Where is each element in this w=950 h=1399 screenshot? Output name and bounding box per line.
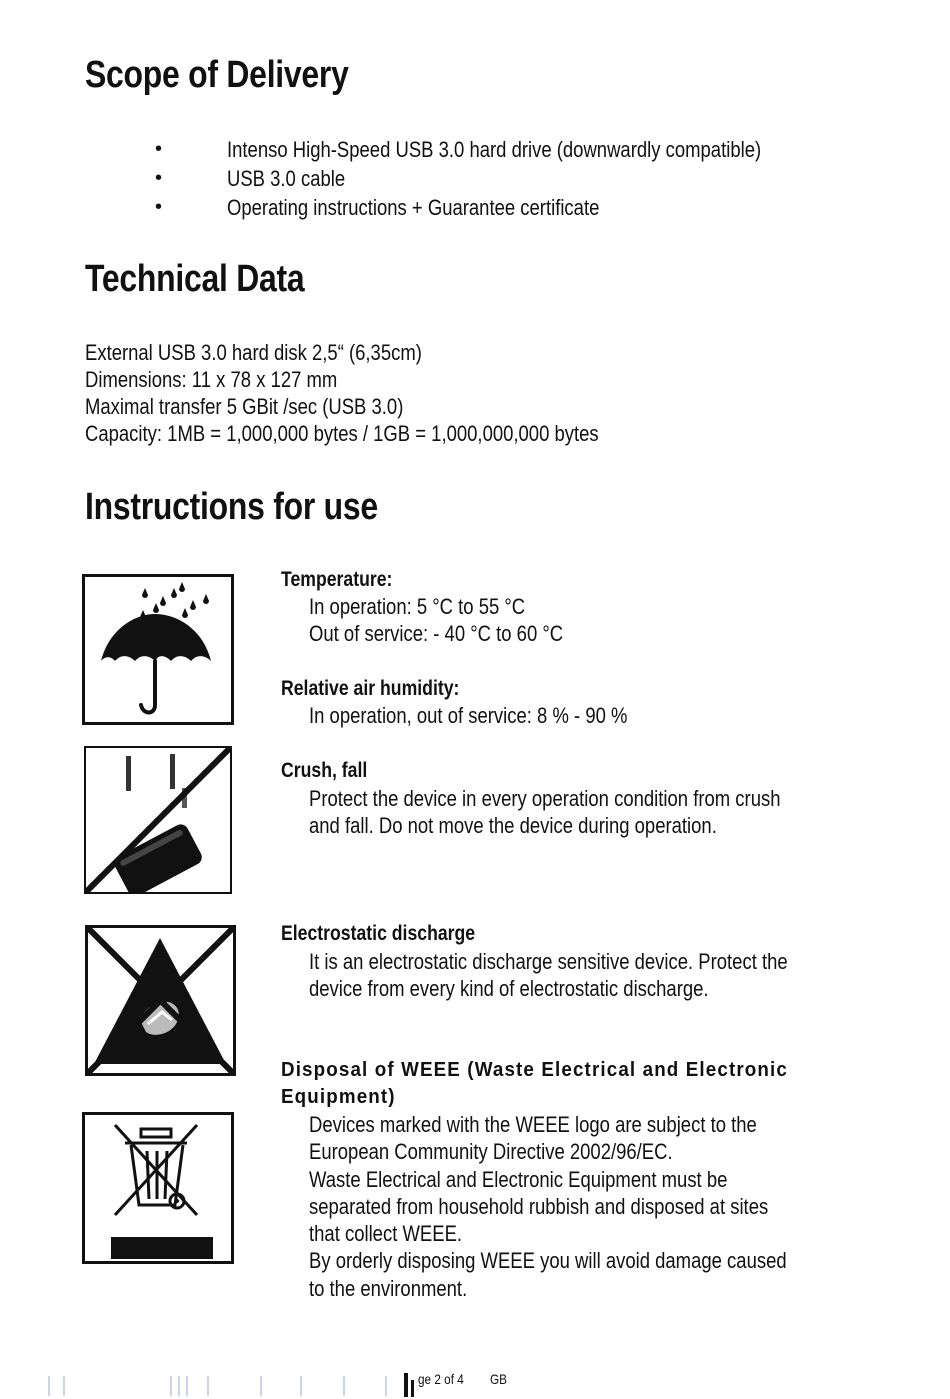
scan-artifact	[260, 1376, 262, 1396]
bullet-icon: •	[155, 196, 163, 218]
esd-text: It is an electrostatic discharge sensitive device. Protect the device from every kind of electrostatic discharge.	[309, 949, 788, 1002]
humidity-text: In operation, out of service: 8 % - 90 %	[309, 703, 628, 728]
no-drop-icon	[84, 746, 232, 894]
crush-text: Protect the device in every operation condition from crush and fall. Do not move the device during operation.	[309, 786, 781, 839]
weee-title-continued: Equipment)	[281, 1086, 396, 1108]
esd-warning-icon	[85, 925, 236, 1076]
page-number: ge 2 of 4	[418, 1371, 464, 1387]
bullet-icon: •	[155, 167, 163, 189]
weee-text: Devices marked with the WEEE logo are subject to the European Community Directive 2002/96/EC. Waste Electrical and Electronic Equipment must be separated from household rubbish and disposed at sites that collect WEEE. By orderly disposing WEEE you will avoid damage caused to the environment.	[309, 1112, 787, 1301]
weee-bin-icon	[82, 1112, 234, 1264]
scan-artifact	[170, 1376, 172, 1396]
language-code: GB	[490, 1371, 507, 1387]
spec-line: Maximal transfer 5 GBit /sec (USB 3.0)	[85, 394, 404, 419]
esd-title: Electrostatic discharge	[281, 922, 476, 945]
weee-title: Disposal of WEEE (Waste Electrical and Electronic	[281, 1059, 788, 1081]
spec-line: External USB 3.0 hard disk 2,5“ (6,35cm)	[85, 340, 422, 365]
crush-title: Crush, fall	[281, 759, 368, 782]
bullet-icon: •	[155, 138, 163, 160]
instructions-heading: Instructions for use	[85, 486, 378, 528]
scan-artifact	[178, 1376, 180, 1396]
scan-artifact	[207, 1376, 209, 1396]
scan-artifact	[343, 1376, 345, 1396]
technical-heading: Technical Data	[85, 258, 305, 300]
scan-artifact	[385, 1376, 387, 1396]
scan-artifact	[63, 1376, 65, 1396]
temperature-text: In operation: 5 °C to 55 °C Out of service: - 40 °C to 60 °C	[309, 594, 564, 647]
footer-bar-icon	[404, 1373, 408, 1397]
temperature-title: Temperature:	[281, 568, 393, 591]
scan-artifact	[48, 1376, 50, 1396]
spec-line: Capacity: 1MB = 1,000,000 bytes / 1GB = 1,000,000,000 bytes	[85, 421, 599, 446]
spec-line: Dimensions: 11 x 78 x 127 mm	[85, 367, 338, 392]
humidity-title: Relative air humidity:	[281, 677, 460, 700]
umbrella-rain-icon	[82, 574, 234, 725]
scope-heading: Scope of Delivery	[85, 54, 349, 96]
scan-artifact	[300, 1376, 302, 1396]
scan-artifact	[186, 1376, 188, 1396]
footer-bar-icon	[411, 1380, 414, 1397]
